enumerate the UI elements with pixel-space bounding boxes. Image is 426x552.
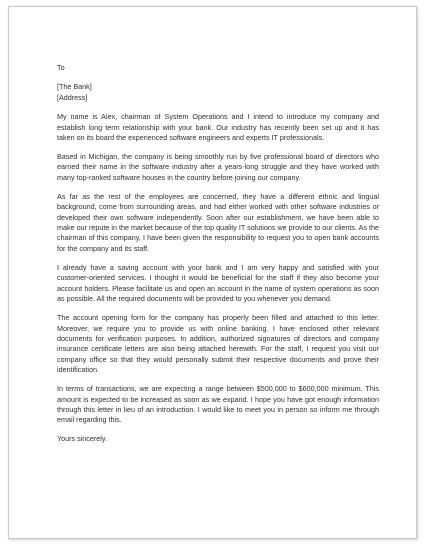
document-page xyxy=(8,6,417,539)
spacer xyxy=(57,73,379,82)
paragraph-employees: As far as the rest of the employees are concerned, they have a different ethnic and lingual background, come from surrounding areas, and had either worked with other software industries or developed their own software independently. Soon after our establishment, we have been able to make our repute in the market because of the top quality IT solutions we provide to our clients. As the chairman of this company, I have been given the responsibility to request you to open bank accounts for the company and its staff. xyxy=(57,191,379,253)
closing-salutation: Yours sincerely. xyxy=(57,434,107,444)
spacer xyxy=(57,103,379,112)
paragraph-existing-account: I already have a saving account with your bank and I am very happy and satisfied with your customer-oriented services. I thought it would be beneficial for the staff if they also become your account holders. Please facilitate us and open an account in the name of system operations as soon as possible. All the required documents will be provided to you whenever you demand. xyxy=(57,262,379,304)
paragraph-company-background: Based in Michigan, the company is being smoothly run by five professional board of directors who earned their name in the software industry after a years-long struggle and they have worked with many top-ranked software houses in the country before joining our company. xyxy=(57,152,379,182)
recipient-bank: [The Bank] xyxy=(57,82,92,92)
paragraph-account-form: The account opening form for the company has properly been filled and attached to this letter. Moreover, we require you to provide us with online banking. I have enclosed other relevant documents for verification purposes. In addition, authorized signatures of directors and company insurance certificate letters are also being attached herewith. For the staff, I request you visit our company office so that they would personally submit their respective documents and prove their identification. xyxy=(57,313,379,375)
paragraph-introduction: My name is Alex, chairman of System Operations and I intend to introduce my company and establish long term relationship with your bank. Our industry has recently been set up and it has taken on its board the experienced software engineers and experts IT professionals. xyxy=(57,112,379,143)
recipient-address: [Address] xyxy=(57,92,88,102)
letter-body xyxy=(57,63,379,445)
recipient-to: To xyxy=(57,63,65,72)
paragraph-transactions: In terms of transactions, we are expecting a range between $500,000 to $600,000 minimum. This amount is expected to be increased as soon as we expand. I hope you have got enough information through this letter in lieu of an introduction. I would like to meet you in person so inform me through email regarding this. xyxy=(57,384,379,425)
